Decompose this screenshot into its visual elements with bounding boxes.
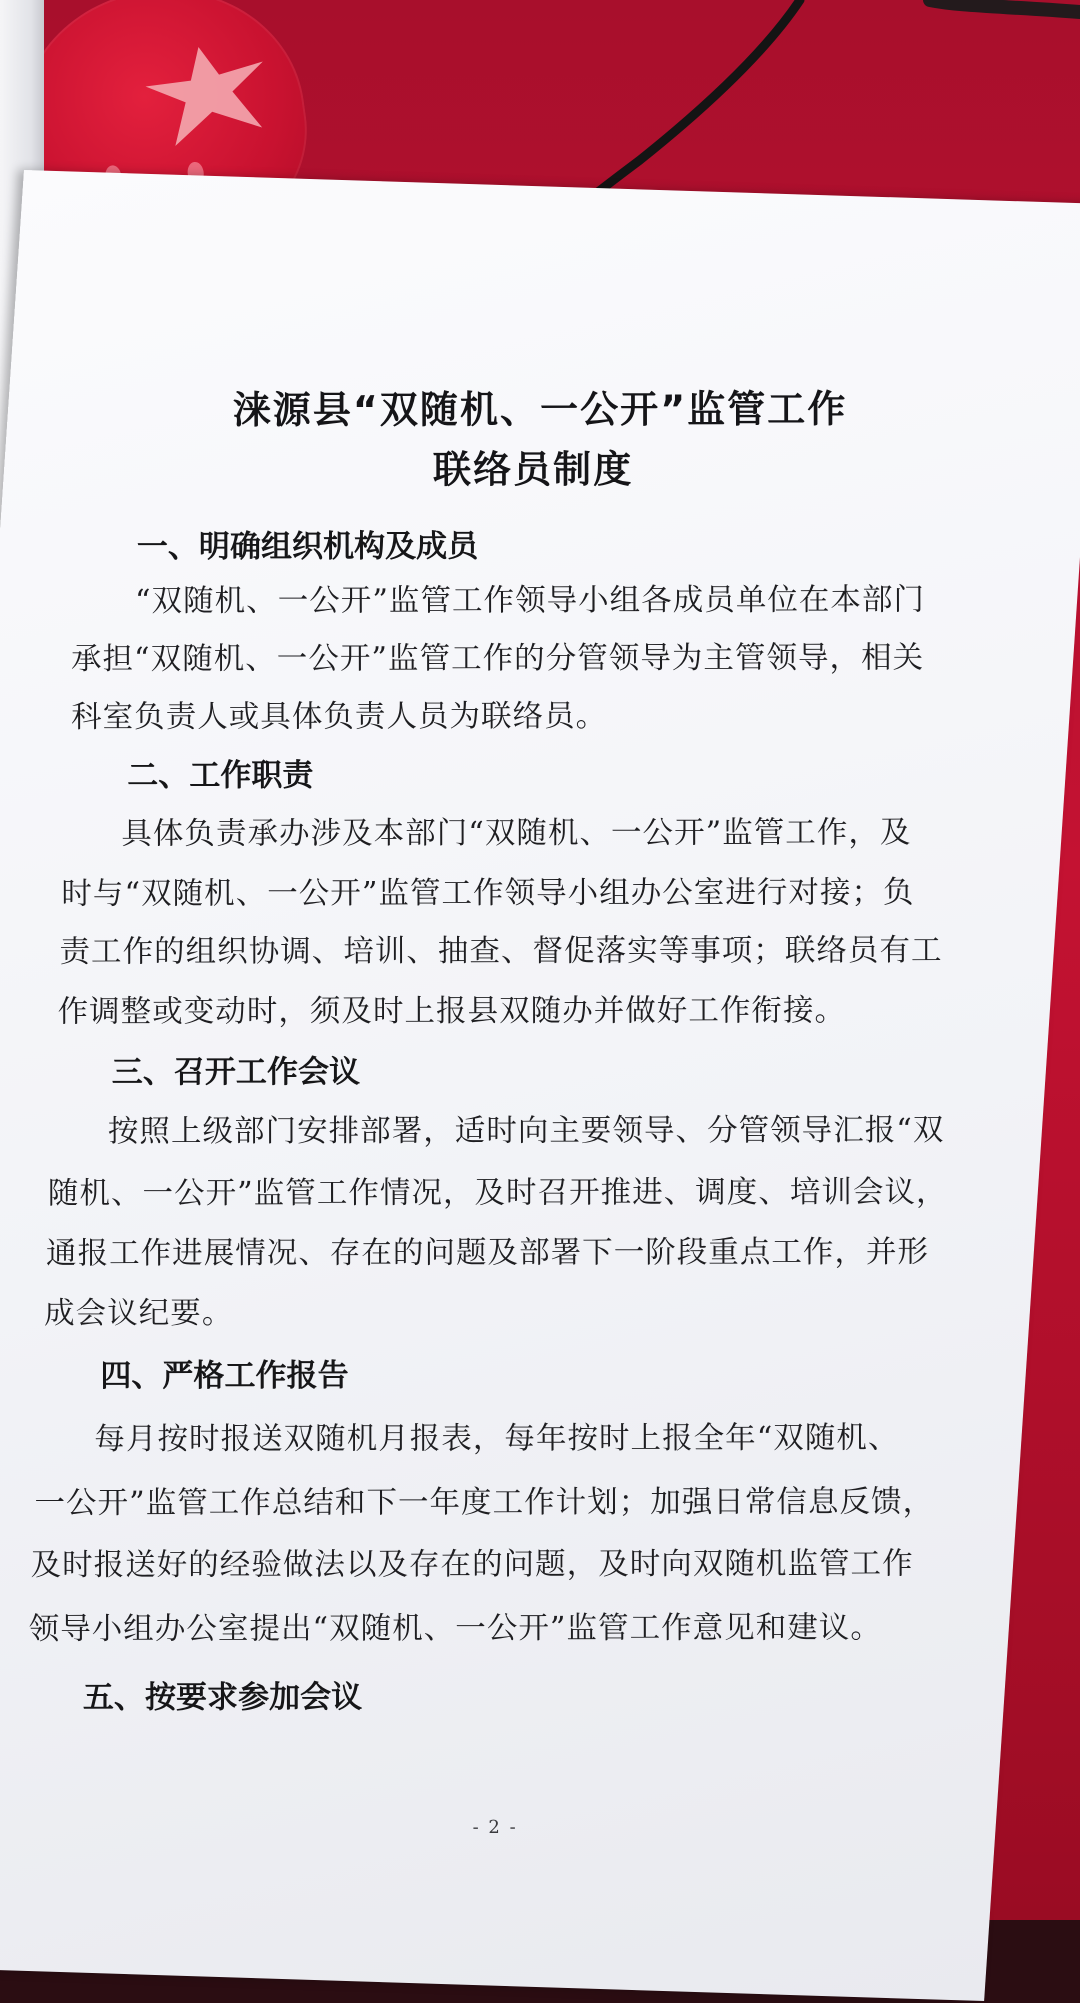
- document-content: [14, 168, 1018, 1968]
- paragraph-line: 领导小组办公室提出“双随机、一公开”监管工作意见和建议。: [28, 1610, 882, 1647]
- paragraph-line: “双随机、一公开”监管工作领导小组各成员单位在本部门: [134, 582, 926, 619]
- paragraph-line: 责工作的组织协调、培训、抽查、督促落实等事项；联络员有工: [59, 933, 943, 970]
- paragraph-line: 承担“双随机、一公开”监管工作的分管领导为主管领导，相关: [70, 640, 925, 678]
- paragraph-line: 作调整或变动时，须及时上报县双随办并做好工作衔接。: [57, 993, 847, 1030]
- paragraph-line: 时与“双随机、一公开”监管工作领导小组办公室进行对接；负: [61, 875, 915, 912]
- section-heading: 五、按要求参加会议: [82, 1679, 363, 1716]
- section-heading: 四、严格工作报告: [100, 1357, 349, 1395]
- document-page: [0, 170, 1080, 2001]
- paragraph-line: 具体负责承办涉及本部门“双随机、一公开”监管工作，及: [121, 815, 912, 852]
- section-heading: 一、明确组织机构及成员: [136, 528, 479, 566]
- paragraph-line: 按照上级部门安排部署，适时向主要领导、分管领导汇报“双: [107, 1113, 945, 1150]
- paragraph-line: 一公开”监管工作总结和下一年度工作计划；加强日常信息反馈，: [34, 1484, 935, 1522]
- paragraph-line: 随机、一公开”监管工作情况，及时召开推进、调度、培训会议，: [47, 1174, 948, 1212]
- paragraph-line: 成会议纪要。: [44, 1296, 234, 1332]
- paragraph-line: 科室负责人或具体负责人员为联络员。: [71, 699, 608, 735]
- paragraph-line: 及时报送好的经验做法以及存在的问题，及时向双随机监管工作: [30, 1546, 914, 1584]
- section-heading: 三、召开工作会议: [111, 1054, 361, 1091]
- document-title-line-2: 联络员制度: [432, 447, 634, 492]
- page-number: - 2 -: [472, 1816, 518, 1838]
- paragraph-line: 通报工作进展情况、存在的问题及部署下一阶段重点工作，并形: [45, 1234, 930, 1272]
- section-heading: 二、工作职责: [127, 757, 314, 794]
- paragraph-line: 每月按时报送双随机月报表，每年按时上报全年“双随机、: [94, 1420, 900, 1458]
- document-title-line-1: 涞源县“双随机、一公开”监管工作: [232, 387, 848, 433]
